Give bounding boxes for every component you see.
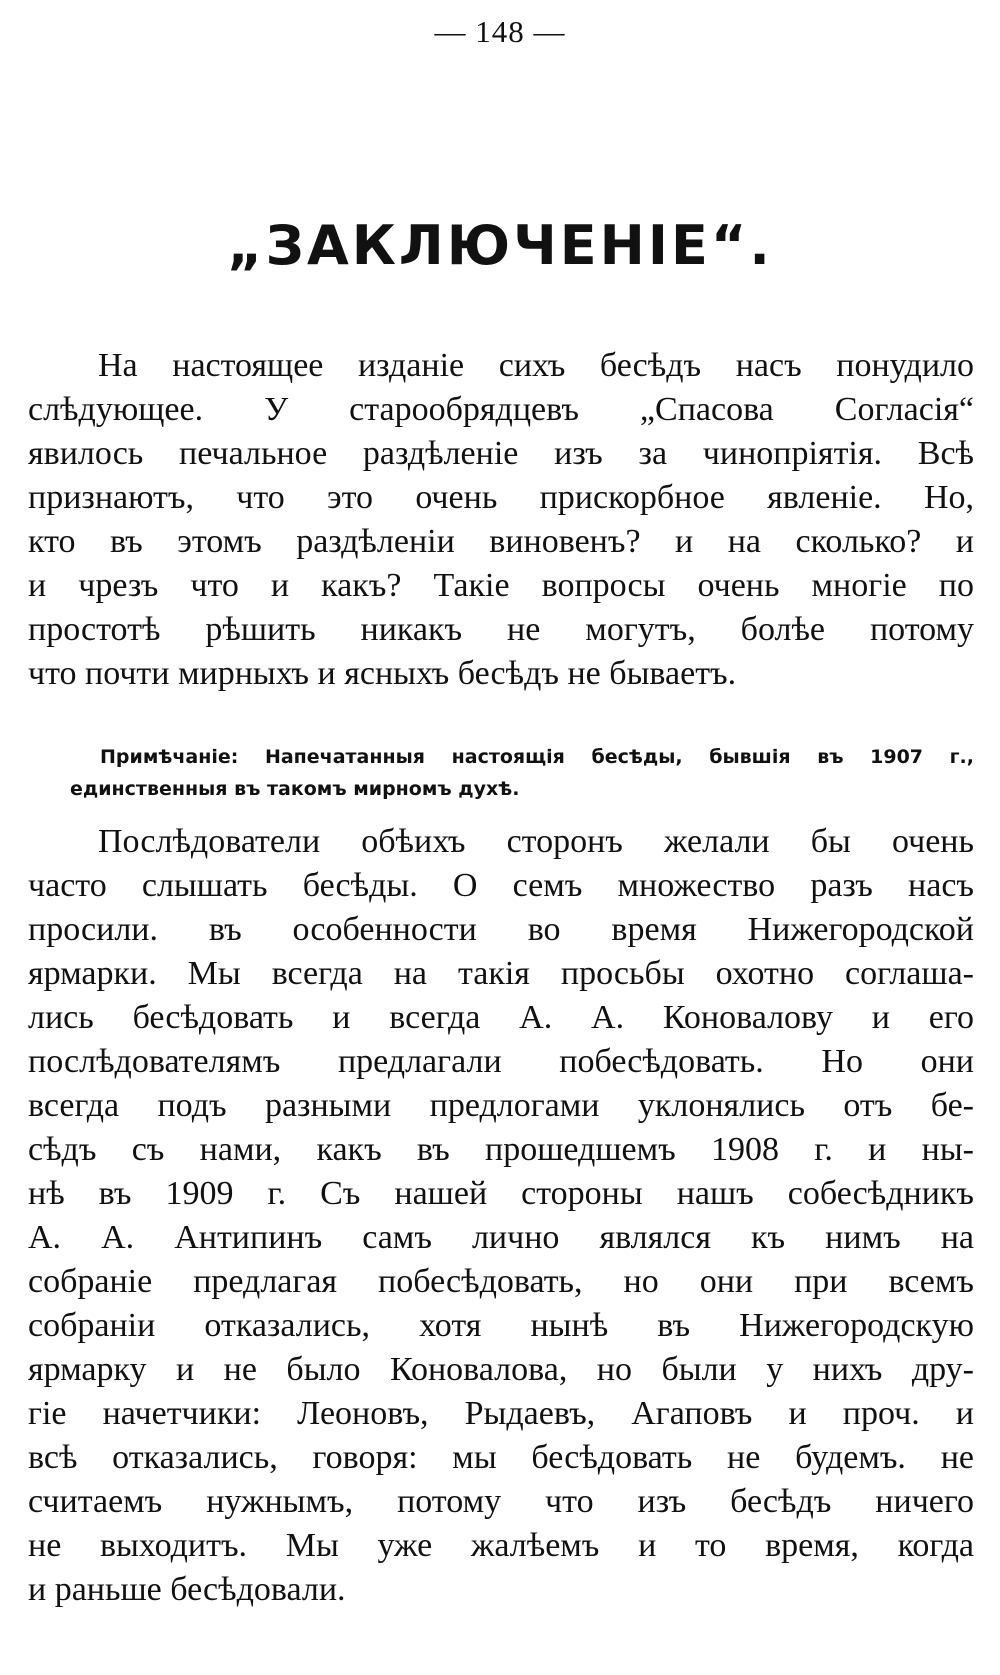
text-line: явилось печальное раздѣленіе изъ за чинопріятія. Всѣ — [28, 435, 974, 472]
footnote-line: Примѣчаніе: Напечатанныя настоящія бесѣды, бывшія въ 1907 г., — [100, 746, 974, 768]
text-line: всегда подъ разными предлогами уклонялись отъ бе- — [28, 1087, 974, 1124]
text-line: послѣдователямъ предлагали побесѣдовать. Но они — [28, 1043, 974, 1080]
text-line: ярмарку и не было Коновалова, но были у нихъ дру- — [28, 1351, 974, 1388]
text-line: гіе начетчики: Леоновъ, Рыдаевъ, Агаповъ и проч. и — [28, 1395, 974, 1432]
text-line: собраніе предлагая побесѣдовать, но они при всемъ — [28, 1263, 974, 1300]
text-line: простотѣ рѣшить никакъ не могутъ, болѣе потому — [28, 611, 974, 648]
text-line: признаютъ, что это очень прискорбное явленіе. Но, — [28, 479, 974, 516]
text-line: нѣ въ 1909 г. Съ нашей стороны нашъ собесѣдникъ — [28, 1175, 974, 1212]
text-line: считаемъ нужнымъ, потому что изъ бесѣдъ ничего — [28, 1483, 974, 1520]
text-line: На настоящее изданіе сихъ бесѣдъ насъ понудило — [98, 347, 974, 384]
footnote-line: единственныя въ такомъ мирномъ духѣ. — [70, 778, 520, 800]
text-line: сѣдъ съ нами, какъ въ прошедшемъ 1908 г. и ны- — [28, 1131, 974, 1168]
paragraph-1 — [28, 344, 974, 696]
chapter-title: „ЗАКЛЮЧЕНІЕ“. — [227, 214, 773, 277]
text-line: часто слышать бесѣды. О семъ множество разъ насъ — [28, 867, 974, 904]
text-line: и раньше бесѣдовали. — [28, 1571, 346, 1608]
text-line: кто въ этомъ раздѣленіи виновенъ? и на сколько? и — [28, 523, 974, 560]
text-line: Послѣдователи обѣихъ сторонъ желали бы очень — [98, 823, 974, 860]
text-line: что почти мирныхъ и ясныхъ бесѣдъ не бываетъ. — [28, 655, 737, 692]
text-line: А. А. Антипинъ самъ лично являлся къ нимъ на — [28, 1219, 974, 1256]
text-line: всѣ отказались, говоря: мы бесѣдовать не будемъ. не — [28, 1439, 974, 1476]
page-number: — 148 — — [434, 14, 566, 49]
text-line: ярмарки. Мы всегда на такія просьбы охотно соглаша- — [28, 955, 974, 992]
text-line: слѣдующее. У старообрядцевъ „Спасова Согласія“ — [28, 391, 974, 428]
text-line: собраніи отказались, хотя нынѣ въ Нижегородскую — [28, 1307, 974, 1344]
text-line: не выходитъ. Мы уже жалѣемъ и то время, когда — [28, 1527, 974, 1564]
footnote — [70, 741, 974, 805]
text-line: и чрезъ что и какъ? Такіе вопросы очень многіе по — [28, 567, 974, 604]
paragraph-2 — [28, 820, 974, 1612]
text-line: просили. въ особенности во время Нижегородской — [28, 911, 974, 948]
text-line: лись бесѣдовать и всегда А. А. Коновалову и его — [28, 999, 974, 1036]
